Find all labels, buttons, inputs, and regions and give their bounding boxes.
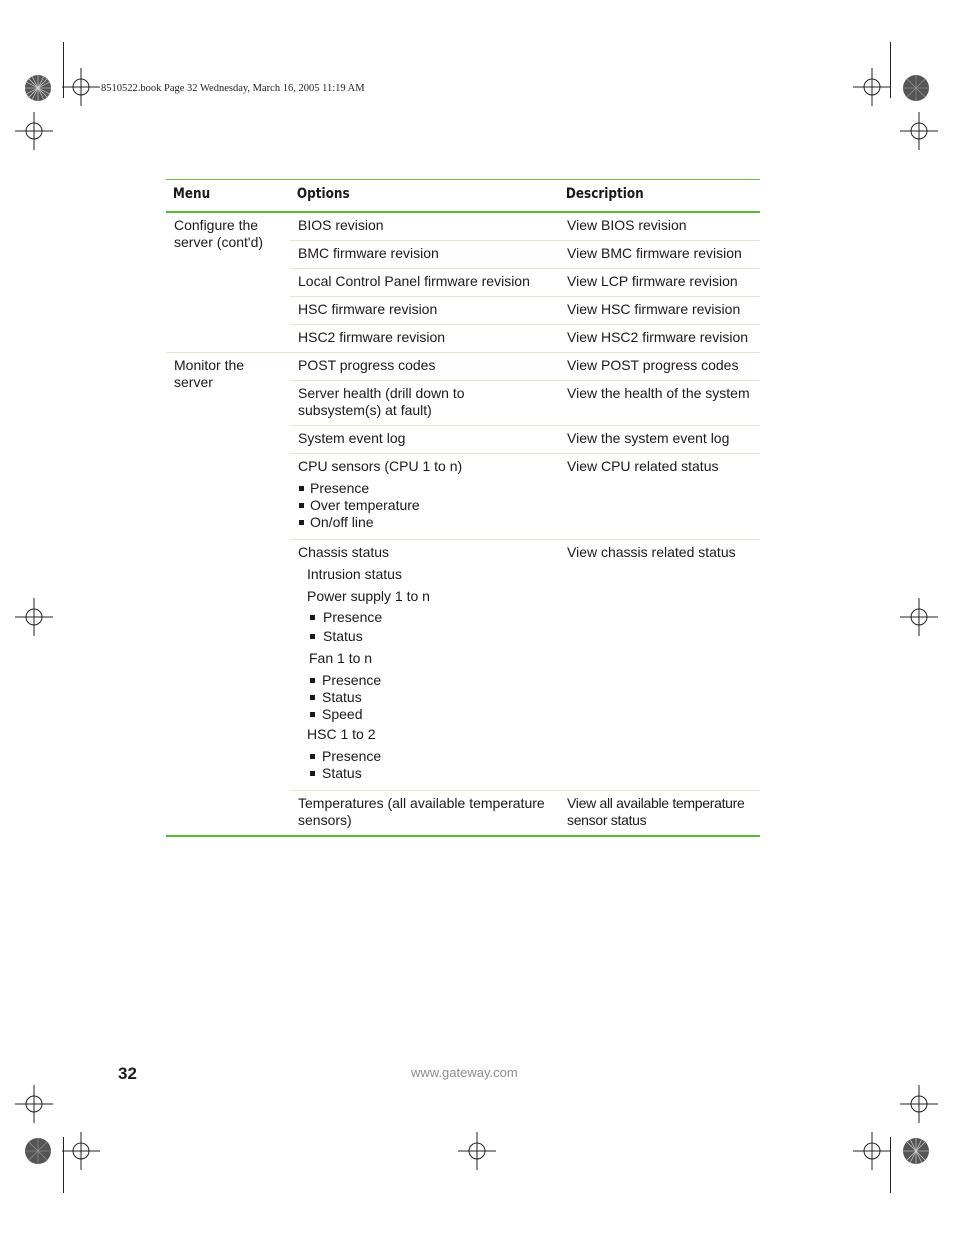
description-cell: View HSC firmware revision [559, 297, 760, 325]
description-cell: View POST progress codes [559, 353, 760, 381]
crosshair-mark-icon [900, 1085, 938, 1123]
option-cell: System event log [290, 426, 559, 454]
description-cell: View the system event log [559, 426, 760, 454]
table-header-row [166, 180, 760, 213]
crosshair-mark-icon [62, 68, 100, 106]
description-cell: View LCP firmware revision [559, 269, 760, 297]
description-cell: View the health of the system [559, 381, 760, 426]
description-cell: View all available temperature sensor status [559, 791, 760, 837]
bullet-item: Over temperature [298, 497, 551, 514]
table-row [166, 212, 760, 241]
book-info-header: 8510522.book Page 32 Wednesday, March 16, 2005 11:19 AM [101, 83, 365, 94]
bullet-item: Presence [298, 480, 551, 497]
bullet-item: Status [298, 765, 551, 782]
fan-label: Fan 1 to n [309, 650, 373, 666]
option-cell: POST progress codes [290, 353, 559, 381]
hsc-label: HSC 1 to 2 [307, 726, 376, 742]
description-cell: View BMC firmware revision [559, 241, 760, 269]
crosshair-mark-icon [853, 1132, 891, 1170]
page-number: 32 [118, 1064, 137, 1083]
crosshair-mark-icon [15, 112, 53, 150]
menu-cell: Configure the server (cont'd) [166, 212, 290, 353]
option-cell: BMC firmware revision [290, 241, 559, 269]
description-cell: View HSC2 firmware revision [559, 325, 760, 353]
column-header-options: Options [290, 180, 521, 213]
crosshair-mark-icon [15, 1085, 53, 1123]
power-supply-label: Power supply 1 to n [307, 588, 430, 604]
option-cell [290, 540, 559, 791]
crosshair-mark-icon [900, 112, 938, 150]
bullet-item: Speed [298, 706, 551, 723]
description-cell: View CPU related status [559, 454, 760, 540]
description-cell: View BIOS revision [559, 212, 760, 241]
option-cell: BIOS revision [290, 212, 559, 241]
registration-mark-icon [20, 1133, 56, 1169]
option-cell [290, 454, 559, 540]
option-cell: Local Control Panel firmware revision [290, 269, 559, 297]
intrusion-status-label: Intrusion status [307, 566, 402, 582]
bullet-item: On/off line [298, 514, 551, 531]
column-header-menu: Menu [166, 180, 273, 213]
column-header-description: Description [559, 180, 732, 213]
crosshair-mark-icon [853, 68, 891, 106]
bullet-item: Presence [298, 672, 551, 689]
crosshair-mark-icon [15, 598, 53, 636]
menu-cell: Monitor the server [166, 353, 290, 837]
option-cell: Server health (drill down to subsystem(s) at fault) [290, 381, 559, 426]
footer-url: www.gateway.com [411, 1065, 518, 1080]
crosshair-mark-icon [900, 598, 938, 636]
crosshair-mark-icon [458, 1132, 496, 1170]
bullet-item: Presence [298, 609, 551, 626]
cpu-sensors-label: CPU sensors (CPU 1 to n) [298, 458, 463, 474]
option-cell: HSC firmware revision [290, 297, 559, 325]
table-row [166, 353, 760, 381]
crosshair-mark-icon [62, 1132, 100, 1170]
menu-options-table [166, 179, 760, 837]
registration-mark-icon [898, 1133, 934, 1169]
bullet-item: Status [298, 689, 551, 706]
option-cell: Temperatures (all available temperature sensors) [290, 791, 559, 837]
registration-mark-icon [898, 70, 934, 106]
bullet-item: Presence [298, 748, 551, 765]
chassis-status-label: Chassis status [298, 544, 390, 560]
bullet-item: Status [298, 628, 551, 645]
registration-mark-icon [20, 70, 56, 106]
description-cell: View chassis related status [559, 540, 760, 791]
option-cell: HSC2 firmware revision [290, 325, 559, 353]
